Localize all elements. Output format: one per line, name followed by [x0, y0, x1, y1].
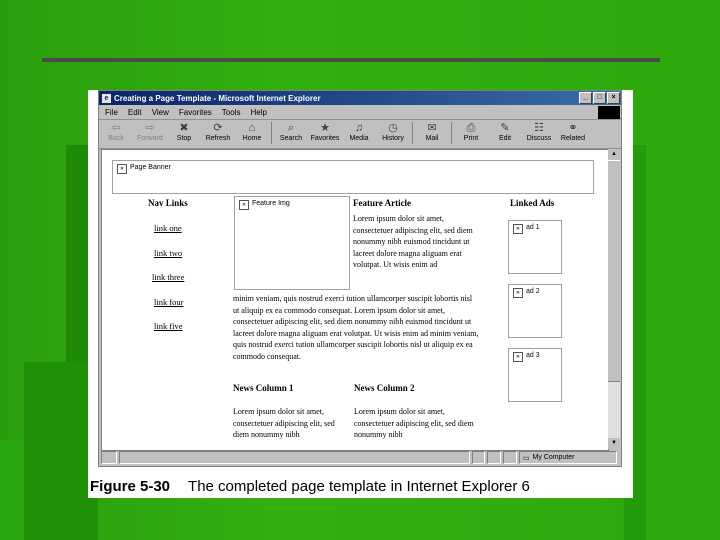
print-icon: ⎙ — [466, 122, 476, 134]
stop-icon: ✖ — [179, 122, 189, 134]
slide-title-rule — [42, 58, 660, 62]
menu-bar — [99, 105, 621, 120]
broken-image-icon: ✕ — [513, 352, 523, 362]
toolbar-separator — [412, 122, 413, 144]
feature-image-placeholder — [234, 196, 350, 290]
page-banner-label: Page Banner — [130, 164, 171, 171]
toolbar-forward-arrow-button[interactable] — [133, 122, 167, 142]
toolbar-edit-button[interactable] — [488, 122, 522, 142]
toolbar-label: Forward — [137, 135, 163, 142]
toolbar-refresh-button[interactable] — [201, 122, 235, 142]
ad-label: ad 1 — [526, 224, 540, 231]
toolbar-stop-button[interactable] — [167, 122, 201, 142]
toolbar-home-button[interactable] — [235, 122, 269, 142]
ad-2-placeholder[interactable] — [508, 284, 562, 338]
toolbar-mail-button[interactable] — [415, 122, 449, 142]
toolbar-separator — [271, 122, 272, 144]
page-status-icon — [101, 451, 117, 464]
ie-app-icon: e — [102, 94, 111, 103]
nav-links-heading: Nav Links — [148, 198, 188, 208]
toolbar-label: Discuss — [526, 135, 552, 142]
ad-label: ad 2 — [526, 288, 540, 295]
toolbar-print-button[interactable] — [454, 122, 488, 142]
status-cell — [487, 451, 501, 464]
toolbar-label: Print — [463, 135, 479, 142]
toolbar-label: Stop — [176, 135, 192, 142]
ad-3-placeholder[interactable] — [508, 348, 562, 402]
title-bar[interactable] — [99, 91, 621, 105]
toolbar-label: Media — [349, 135, 369, 142]
computer-icon: ▭ — [522, 454, 530, 462]
browser-window — [98, 90, 622, 467]
toolbar-label: History — [382, 135, 404, 142]
broken-image-icon: ✕ — [239, 200, 249, 210]
toolbar-related-button[interactable] — [556, 122, 590, 142]
mail-icon: ✉ — [427, 122, 437, 134]
toolbar-label: Search — [279, 135, 303, 142]
toolbar-back-arrow-button[interactable] — [99, 122, 133, 142]
ie-throbber-icon — [598, 106, 620, 119]
favorites-icon: ★ — [320, 122, 330, 134]
security-zone-label: My Computer — [532, 454, 575, 461]
menu-view[interactable]: View — [151, 107, 169, 117]
toolbar-label: Back — [108, 135, 124, 142]
feature-article-heading: Feature Article — [353, 198, 412, 208]
home-icon: ⌂ — [248, 122, 256, 134]
status-text-cell — [119, 451, 470, 464]
toolbar-label: Related — [560, 135, 586, 142]
related-icon: ⚭ — [568, 122, 578, 134]
toolbar-label: Mail — [425, 135, 439, 142]
news-column-1-text: Lorem ipsum dolor sit amet, consectetuer adipiscing elit, sed diem nonummy nibh — [233, 407, 335, 439]
menu-help[interactable]: Help — [250, 107, 267, 117]
toolbar-label: Refresh — [205, 135, 231, 142]
news-column-1-heading: News Column 1 — [233, 383, 294, 393]
security-zone — [519, 451, 617, 464]
nav-link-four[interactable]: link four — [154, 297, 184, 307]
broken-image-icon: ✕ — [513, 288, 523, 298]
vertical-scrollbar[interactable] — [608, 149, 620, 449]
status-cell — [472, 451, 486, 464]
toolbar-discuss-button[interactable] — [522, 122, 556, 142]
menu-favorites[interactable]: Favorites — [178, 107, 212, 117]
scroll-down-icon[interactable]: ▼ — [608, 438, 620, 449]
page-viewport — [101, 149, 609, 451]
menu-file[interactable]: File — [105, 107, 118, 117]
menu-edit[interactable]: Edit — [127, 107, 142, 117]
menu-tools[interactable]: Tools — [221, 107, 241, 117]
minimize-button[interactable]: _ — [579, 92, 592, 104]
nav-link-one[interactable]: link one — [154, 223, 182, 233]
caption-text: The completed page template in Internet Explorer 6 — [188, 478, 530, 495]
toolbar-search-button[interactable] — [274, 122, 308, 142]
history-icon: ◷ — [388, 122, 398, 134]
broken-image-icon: ✕ — [117, 164, 127, 174]
toolbar-label: Edit — [498, 135, 512, 142]
nav-link-two[interactable]: link two — [154, 248, 183, 258]
figure-panel — [88, 90, 633, 498]
feature-article-text-continued: minim veniam, quis nostrud exerci tution ullamcorper suscipit lobortis nisl ut aliquip ex ea commodo consequat. Lorem ipsum dolor sit amet, consectetuer adipiscing elit, sed diem nonummy nibh euismod tincidunt ut lacreet dolore magna aliguam erat volutpat. Ut wisis enim ad minim veniam, quis nostrud exerci tution ullamcorper suscipit lobortis nisl ut aliquip ex ea commodo consequat. — [233, 294, 479, 361]
toolbar-media-button[interactable] — [342, 122, 376, 142]
nav-link-three[interactable]: link three — [152, 272, 185, 282]
status-bar — [101, 451, 619, 464]
media-icon: ♫ — [354, 122, 364, 134]
figure-number: Figure 5-30 — [90, 478, 171, 495]
broken-image-icon: ✕ — [513, 224, 523, 234]
news-column-2-heading: News Column 2 — [354, 383, 415, 393]
forward-arrow-icon: ⇨ — [145, 122, 155, 134]
nav-link-five[interactable]: link five — [154, 321, 183, 331]
ad-1-placeholder[interactable] — [508, 220, 562, 274]
discuss-icon: ☷ — [534, 122, 544, 134]
slide-decor-block — [0, 440, 24, 540]
toolbar-favorites-button[interactable] — [308, 122, 342, 142]
edit-icon: ✎ — [500, 122, 510, 134]
search-icon: ⌕ — [287, 122, 295, 134]
slide-decor-block — [24, 362, 98, 540]
toolbar-label: Home — [242, 135, 262, 142]
news-column-2-text: Lorem ipsum dolor sit amet, consectetuer adipiscing elit, sed diem nonummy nibh — [354, 407, 474, 439]
refresh-icon: ⟳ — [213, 122, 223, 134]
figure-caption — [90, 478, 530, 495]
status-cell — [503, 451, 517, 464]
close-button[interactable]: × — [607, 92, 620, 104]
toolbar — [99, 120, 621, 149]
feature-img-label: Feature Img — [252, 200, 290, 207]
linked-ads-heading: Linked Ads — [510, 198, 555, 208]
feature-article-text: Lorem ipsum dolor sit amet, consectetuer adipiscing elit, sed diem nonummy nibh euismod tincidunt ut lacreet dolore magna aliguam erat volutpat. Ut wisis enim ad — [353, 214, 473, 269]
toolbar-label: Favorites — [310, 135, 340, 142]
scroll-up-icon[interactable]: ▲ — [608, 149, 620, 160]
maximize-button[interactable]: □ — [593, 92, 606, 104]
scroll-thumb[interactable] — [608, 160, 620, 382]
page-banner-placeholder — [112, 160, 594, 194]
toolbar-separator — [451, 122, 452, 144]
ad-label: ad 3 — [526, 352, 540, 359]
toolbar-history-button[interactable] — [376, 122, 410, 142]
back-arrow-icon: ⇦ — [111, 122, 121, 134]
window-title: Creating a Page Template - Microsoft Internet Explorer — [114, 93, 321, 103]
